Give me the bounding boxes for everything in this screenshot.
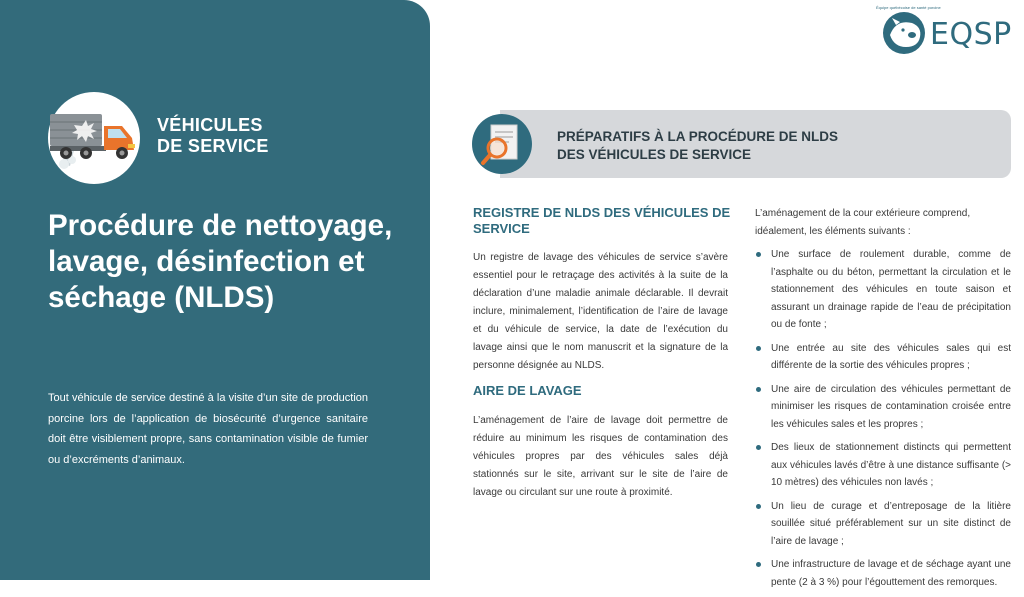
bullet-icon [756, 252, 761, 257]
bullet-icon [756, 562, 761, 567]
section-header-line2: DES VÉHICULES DE SERVICE [557, 146, 752, 162]
eqsp-wordmark: EQSP [930, 17, 1012, 52]
pig-logo-icon [872, 5, 941, 57]
registre-heading: REGISTRE DE NLDS DES VÉHICULES DE SERVICE [473, 205, 731, 236]
bullet-icon [756, 387, 761, 392]
bullet-icon [756, 445, 761, 450]
section-label-line1: VÉHICULES [157, 115, 263, 135]
bullet-icon [756, 346, 761, 351]
amenagement-list [755, 246, 1011, 597]
registre-paragraph: Un registre de lavage des véhicules de service s’avère essentiel pour le retraçage des activités à la suite de la déclaration d’une maladie animale déclarable. Il devrait inclure, minimalement, l’identification de l’aire de lavage et du véhicule de service, la date de l’exécution du lavage ainsi que le nom manuscrit et la signature de la personne désignée au NLDS. [473, 252, 728, 371]
section-header-line1: PRÉPARATIFS À LA PROCÉDURE DE NLDS [557, 129, 839, 144]
list-item: Un lieu de curage et d’entreposage de la litière souillée situé préférablement sur un site distinct de l’aire de lavage ; [755, 498, 1011, 551]
eqsp-logo [872, 5, 1012, 57]
logo-arc-text: Équipe québécoise de santé porcine [876, 5, 941, 10]
magnifier-document-icon [472, 114, 532, 174]
intro-paragraph: Tout véhicule de service destiné à la visite d’un site de production porcine lors de l’application de biosécurité d’urgence sanitaire doit être visiblement propre, sans contamination visible de fumier ou d’excréments d’animaux. [48, 392, 368, 466]
checklist-illustration [472, 114, 532, 174]
section-header-title [557, 128, 887, 163]
section-label [157, 115, 269, 157]
amenagement-intro: L’aménagement de la cour extérieure comprend, idéalement, les éléments suivants : [755, 208, 971, 237]
truck-icon [48, 92, 140, 184]
aire-heading: AIRE DE LAVAGE [473, 383, 582, 398]
service-vehicle-illustration [48, 92, 140, 184]
page-title: Procédure de nettoyage, lavage, désinfection et séchage (NLDS) [48, 209, 393, 314]
list-item: Une infrastructure de lavage et de séchage ayant une pente (2 à 3 %) pour l’égouttement des remorques. [755, 556, 1011, 591]
list-item: Une aire de circulation des véhicules permettant de minimiser les risques de contamination croisée entre les véhicules sales et les propres ; [755, 381, 1011, 434]
list-item: Une entrée au site des véhicules sales qui est différente de la sortie des véhicules propres ; [755, 340, 1011, 375]
list-item: Des lieux de stationnement distincts qui permettent aux véhicules lavés d’être à une distance suffisante (> 10 mètres) des véhicules non lavés ; [755, 439, 1011, 492]
bullet-icon [756, 504, 761, 509]
aire-paragraph: L’aménagement de l’aire de lavage doit permettre de réduire au minimum les risques de contamination des véhicules propres par des véhicules sales déjà stationnés sur le site, arrivant sur le site de l’aire de lavage ou circulant sur une route à proximité. [473, 415, 728, 498]
list-item: Une surface de roulement durable, comme de l’asphalte ou du béton, permettant la circulation et le stationnement des véhicules en toute saison et assurant un drainage rapide de l’eau de précipitation ou de fonte ; [755, 246, 1011, 334]
section-label-line2: DE SERVICE [157, 136, 269, 156]
left-panel [0, 0, 430, 580]
